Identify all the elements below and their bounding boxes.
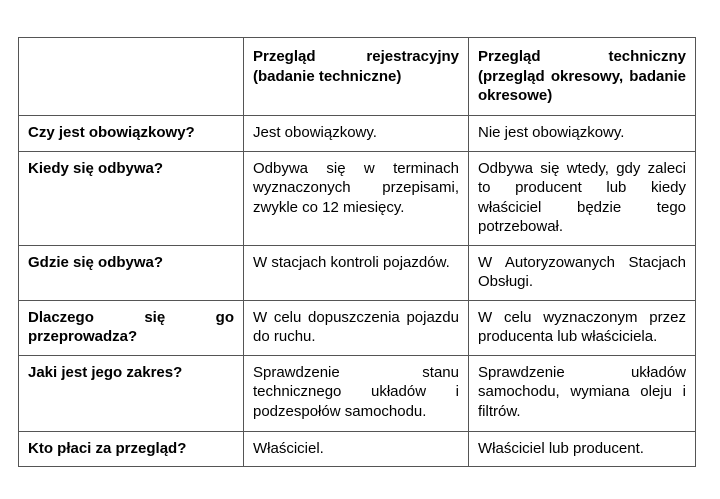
row-question: Kiedy się odbywa? [19,151,244,245]
table-row [19,245,696,300]
row-question: Kto płaci za przegląd? [19,431,244,467]
row-technical-answer: Odbywa się wtedy, gdy zaleci to producent lub kiedy właściciel będzie tego potrzebował. [469,151,696,245]
row-registration-answer: W stacjach kontroli pojazdów. [244,245,469,300]
row-question: Czy jest obowiązkowy? [19,116,244,152]
row-technical-answer: Nie jest obowiązkowy. [469,116,696,152]
table-header-row [19,38,696,116]
table-row [19,355,696,431]
row-registration-answer: Jest obowiązkowy. [244,116,469,152]
row-registration-answer: Sprawdzenie stanu technicznego układów i podzespołów samochodu. [244,355,469,431]
row-registration-answer: Odbywa się w terminach wyznaczonych przepisami, zwykle co 12 miesięcy. [244,151,469,245]
row-question: Jaki jest jego zakres? [19,355,244,431]
header-cell-technical: Przegląd techniczny (przegląd okresowy, badanie okresowe) [469,38,696,116]
table-row [19,300,696,355]
row-question: Dlaczego się go przeprowadza? [19,300,244,355]
comparison-table [18,37,696,467]
row-registration-answer: W celu dopuszczenia pojazdu do ruchu. [244,300,469,355]
row-technical-answer: Właściciel lub producent. [469,431,696,467]
table-row [19,116,696,152]
header-cell-empty [19,38,244,116]
header-cell-registration: Przegląd rejestracyjny (badanie techniczne) [244,38,469,116]
row-technical-answer: W Autoryzowanych Stacjach Obsługi. [469,245,696,300]
table-row [19,151,696,245]
row-question: Gdzie się odbywa? [19,245,244,300]
row-technical-answer: Sprawdzenie układów samochodu, wymiana oleju i filtrów. [469,355,696,431]
row-technical-answer: W celu wyznaczonym przez producenta lub właściciela. [469,300,696,355]
table-row [19,431,696,467]
row-registration-answer: Właściciel. [244,431,469,467]
